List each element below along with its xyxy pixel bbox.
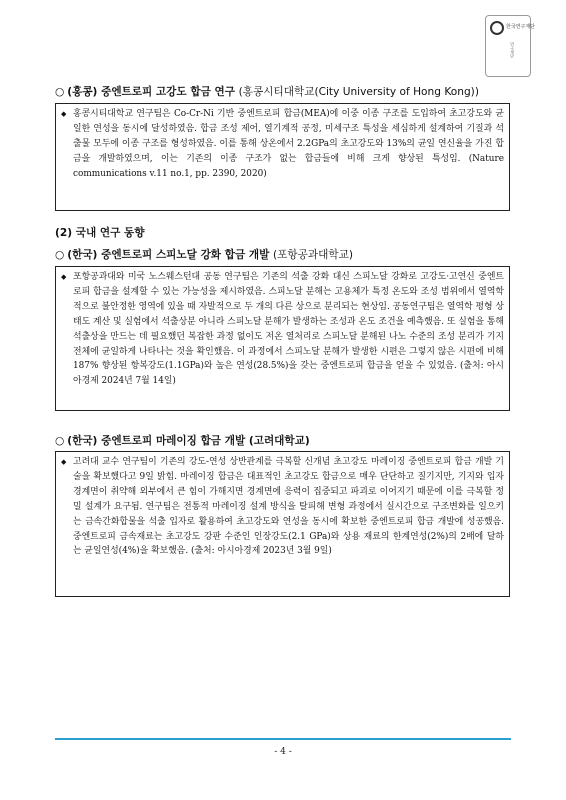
logo (485, 15, 535, 77)
content-box (55, 103, 510, 211)
circle-marker-icon: ○ (55, 249, 65, 261)
content-text: 포항공과대와 미국 노스웨스턴대 공동 연구팀은 기존의 석출 강화 대신 스피노달 강화로 고강도·고연신 중엔트로피 합금을 설계할 수 있는 가능성을 제시하였음. 스피노달 분해는 고용체가 특정 온도와 조성 범위에서 열역학적으로 불안정한 영역에 있을 때 자발적으로 두 개의 다른 상으로 분리되는 현상임. 공동연구팀은 열역학 평형 상태도 계산 및 실험에서 석출상분 아니라 스피노달 분해가 발생하는 조성과 온도 조건을 예측했음. 또 실험을 통해 석출상을 만드는 데 필요했던 복잡한 과정 없이도 저온 열처리로 스피노달 분해된 나노 수준의 조성 분리가 기지 전체에 균일하게 나타나는 것을 확인했음. 이 과정에서 스피노달 분해가 발생한 시편은 그렇지 않은 시편에 비해 187% 향상된 항복강도(1.1GPa)와 높은 연성(28.5%)을 갖는 중엔트로피 합금을 얻을 수 있었음. (출처: 아시아경제 2024년 7월 14일) (73, 272, 504, 387)
content-text: 홍콩시티대학교 연구팀은 Co-Cr-Ni 기반 중엔트로피 합금(MEA)에 이중 이종 구조를 도입하여 초고강도와 균일한 연성을 동시에 달성하였음. 합금 조성 제어, 열기계적 공정, 미세구조 특성을 세심하게 설계하여 기질과 석출물 모두에 이종 구조를 형성하였음. 이를 통해 상온에서 2.2GPa의 초고강도와 13%의 균일 연신율을 가진 합금을 개발하였으며, 이는 기존의 이종 구조가 없는 합금들에 비해 크게 향상된 특성임. (Nature communications v.11 no.1, pp. 2390, 2020) (73, 109, 504, 179)
heading-suffix: (홍콩시티대학교(City University of Hong Kong)) (238, 86, 479, 98)
logo-mark: 연구재단 (510, 42, 515, 58)
subsection-title: (2) 국내 연구 동향 (55, 227, 145, 239)
circle-marker-icon: ○ (55, 86, 65, 98)
footer-line (55, 738, 511, 740)
diamond-bullet-icon: ◆ (61, 110, 67, 118)
heading-suffix: (포항공과대학교) (273, 249, 353, 261)
section-heading (55, 84, 479, 99)
logo-org-name: 한국연구재단 (506, 24, 535, 30)
content-box (55, 266, 510, 411)
diamond-bullet-icon: ◆ (61, 273, 67, 281)
heading-text: (한국) 중엔트로피 스피노달 강화 합금 개발 (67, 249, 270, 261)
section-heading (55, 433, 310, 448)
heading-text: (한국) 중엔트로피 마레이징 합금 개발 (고려대학교) (67, 435, 310, 447)
content-box (55, 451, 510, 597)
logo-ring-icon (490, 21, 504, 35)
circle-marker-icon: ○ (55, 435, 65, 447)
diamond-bullet-icon: ◆ (61, 458, 67, 466)
content-text: 고려대 교수 연구팀이 기존의 강도-연성 상반관계를 극복할 신개념 초고강도 마레이징 중엔트로피 합금 개발 기술을 확보했다고 9일 밝힘. 마레이징 합금은 대표적인 초고강도 합금으로 매우 단단하고 질기지만, 기지와 입자 경계면이 취약해 외부에서 큰 힘이 가해지면 경계면에 응력이 집중되고 파괴로 이어지기 때문에 이를 극복할 정밀 설계가 요구됨. 연구팀은 전통적 마레이징 설계 방식을 탈피해 변형 과정에서 실시간으로 구조변화를 일으키는 금속간화합물을 석출 입자로 활용하여 초고강도와 연성을 동시에 확보한 중엔트로피 합금 개발에 성공했음. 중엔트로피 금속재료는 초고강도 강판 수준인 인장강도(2.1 GPa)와 상용 재료의 한계연성(2%)의 2배에 달하는 균일연성(4%)을 확보했음. (출처: 아시아경제 2023년 3월 9일) (73, 457, 504, 557)
page-number: - 4 - (274, 747, 292, 757)
section-heading (55, 247, 353, 262)
heading-text: (홍콩) 중엔트로피 고강도 합금 연구 (67, 86, 235, 98)
